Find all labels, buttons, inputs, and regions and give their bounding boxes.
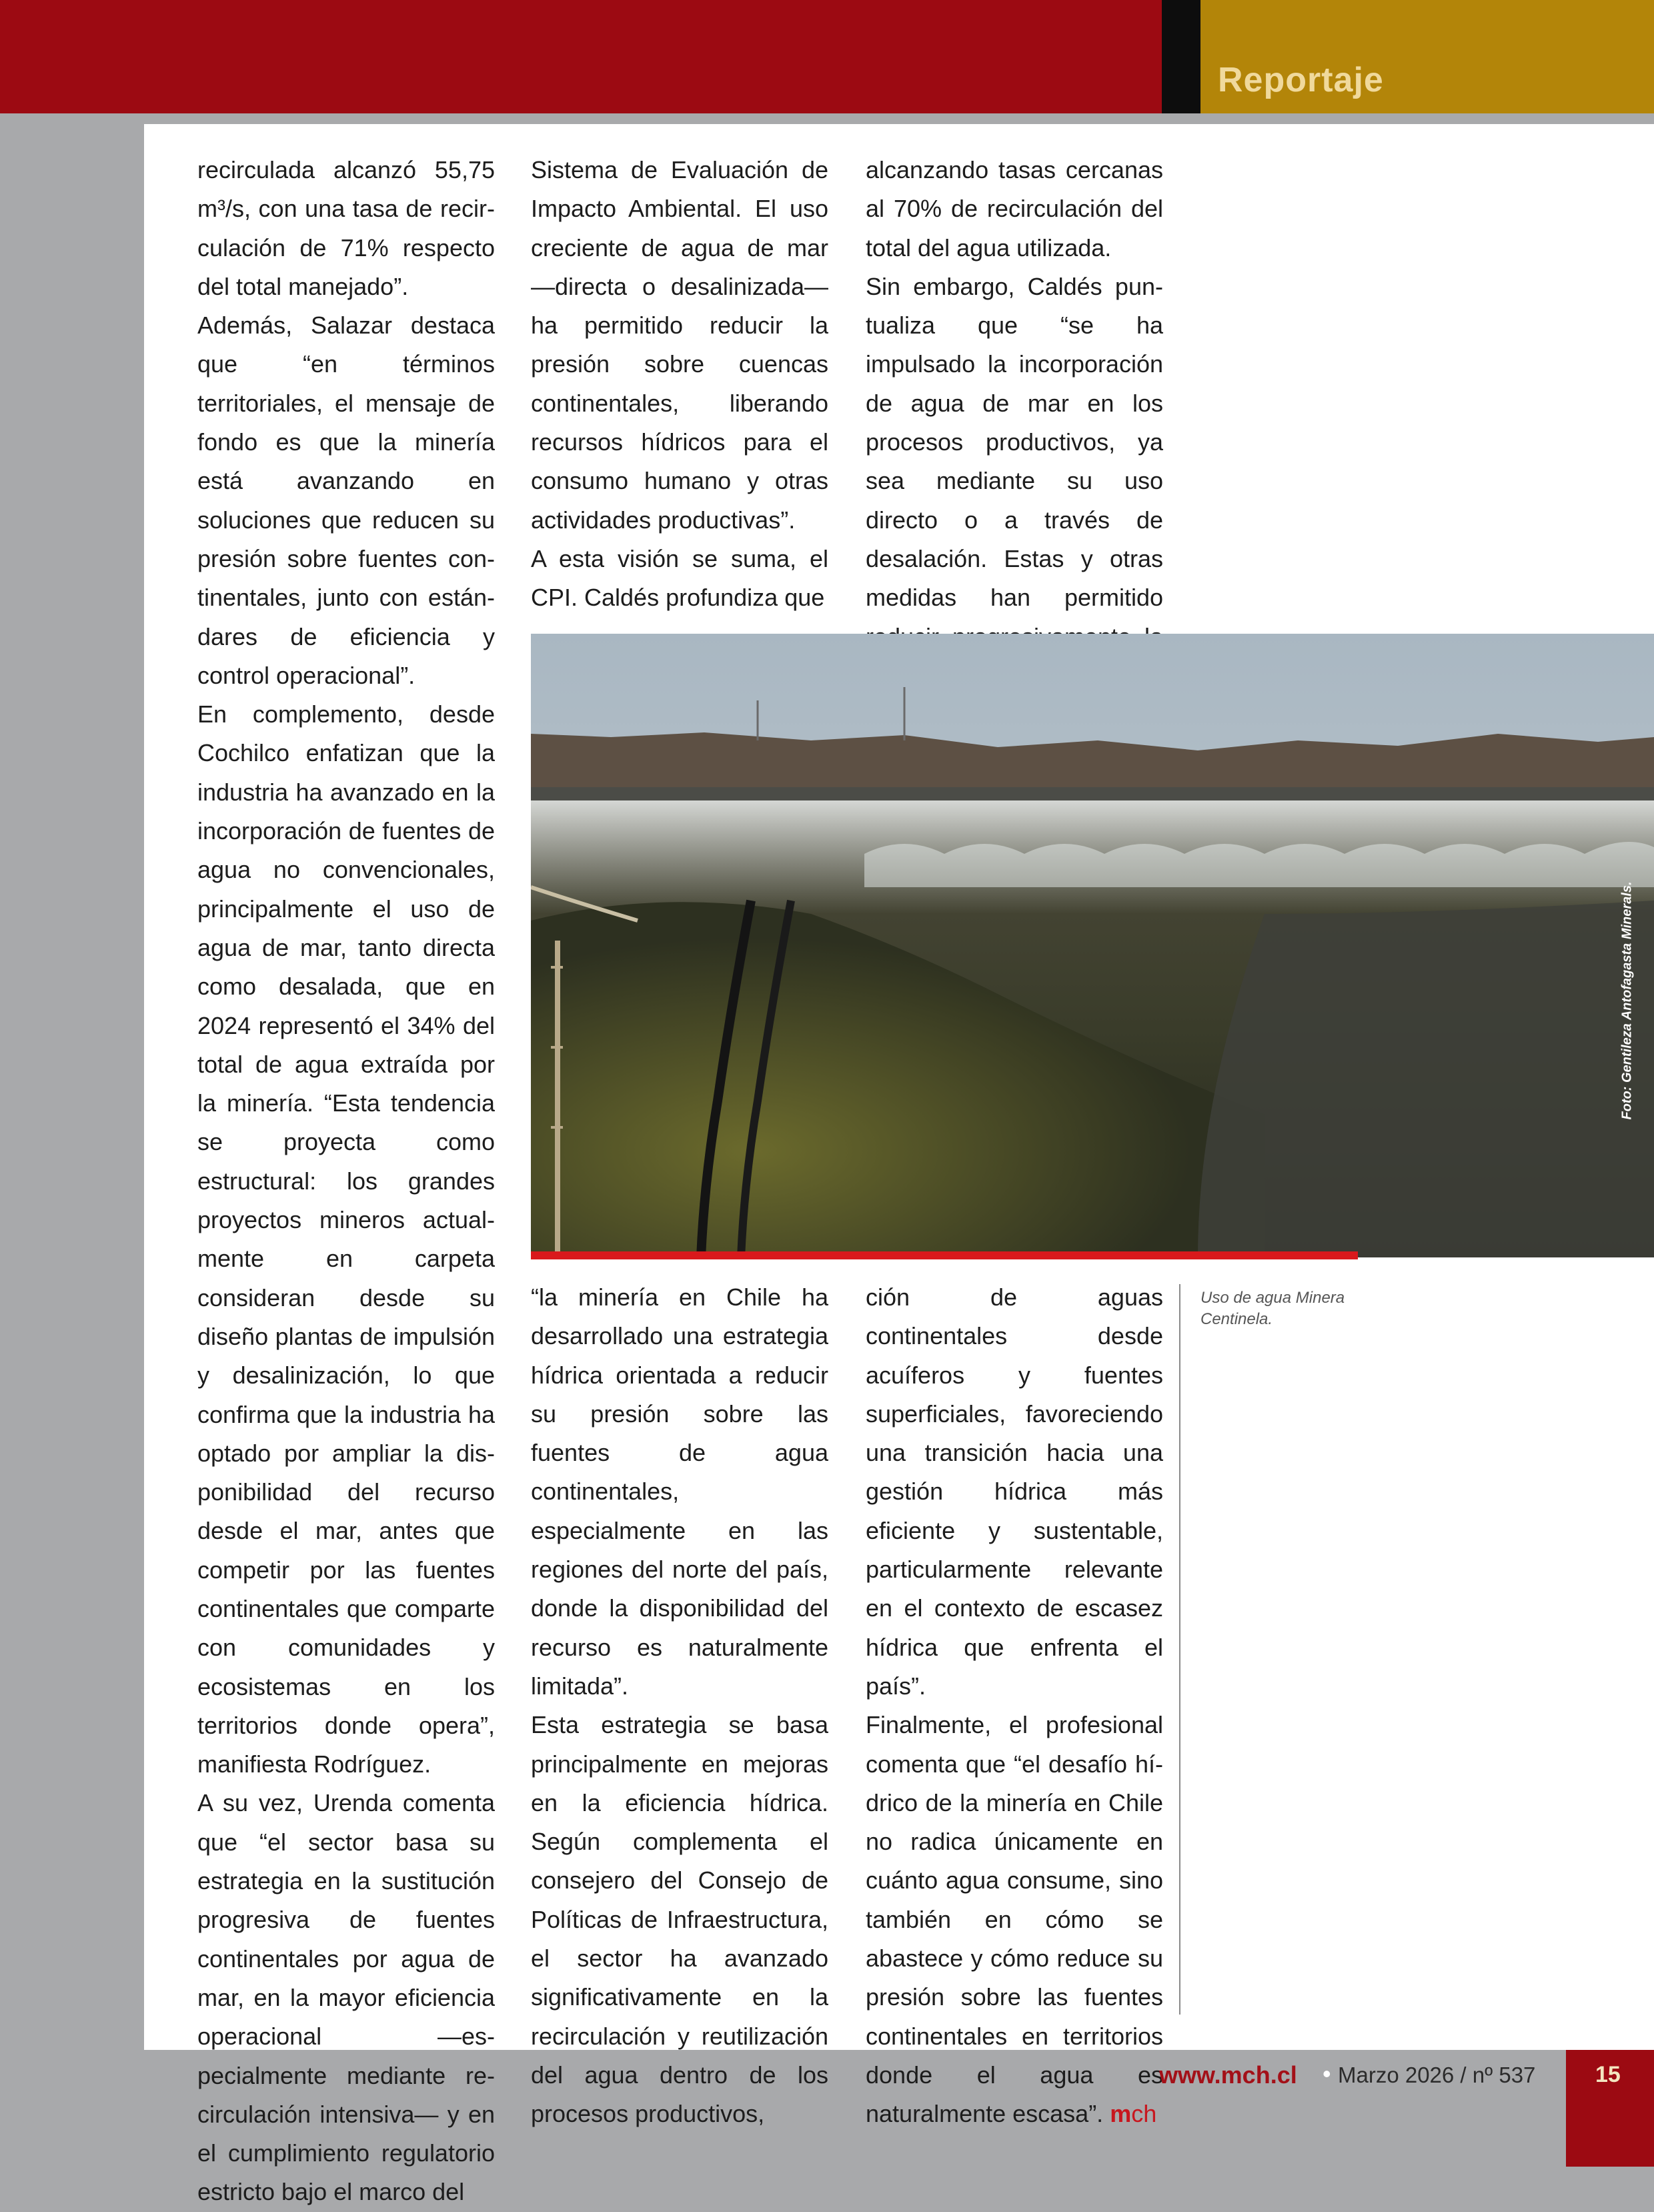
section-label: Reportaje <box>1218 61 1384 99</box>
mch-signature-logo <box>1110 2100 1156 2127</box>
text-column-3-top <box>866 151 1163 695</box>
page-number: 15 <box>1595 2062 1621 2087</box>
photo-caption: Uso de agua Minera Centinela. <box>1200 1289 1345 1328</box>
paragraph: A su vez, Urenda comenta que “el sector basa su estrategia en la sustitución progresiva de fuentes continentales por agua de mar, en la mayor eficiencia operacional —especialmente mediante recirculación intensiva— y en el cumplimiento regulatorio estricto bajo el marco del <box>197 1789 495 2206</box>
paragraph: Esta estrategia se basa principalmente en mejoras en la eficiencia hídrica. Según complementa el consejero del Consejo de Políticas de Infraestructura, el sector ha avanzado significativamente en la recirculación y reutilización del agua dentro de los procesos productivos, <box>531 1711 828 2128</box>
footer-website-link[interactable]: www.mch.cl <box>1159 2061 1297 2089</box>
footer-separator: • <box>1323 2060 1331 2087</box>
header-black-band <box>1162 0 1200 113</box>
text-column-3-bottom <box>866 1278 1163 2134</box>
page-number-box <box>1566 2050 1654 2167</box>
paragraph: Sin embargo, Caldés puntualiza que “se ha impulsado la incorporación de agua de mar en los procesos productivos, ya sea mediante su uso directo o a través de desalación. Estas y otras medidas han permitido <box>866 272 1163 612</box>
paragraph: recirculada alcanzó 55,75 m³/s, con una tasa de recirculación de 71% respecto del total manejado”. <box>197 156 495 300</box>
paragraph: “la minería en Chile ha desarrollado una estrategia hídrica orientada a reducir su presión sobre las fuentes de agua continentales, especialmente en las regiones del norte del país, donde la disponibilidad del recurso es naturalmente limitada”. <box>531 1283 828 1700</box>
paragraph: A esta visión se suma, el CPI. Caldés profundiza que <box>531 544 828 612</box>
signature-ch: ch <box>1131 2100 1157 2128</box>
photo-accent-bar <box>531 1251 1358 1259</box>
text-column-2-top <box>531 151 828 618</box>
text-column-1 <box>197 151 495 2212</box>
paragraph: En complemento, desde Cochilco enfatizan que la industria ha avanzado en la incorporación de fuentes de agua no convencionales, principalmente el uso de agua de mar, tanto directa como desalada, que en 2024 representó el 34% del total de agua extraída por la minería. “Esta tendencia se proyecta como estructural: los grandes proyectos mineros actualmente en carpeta consideran desde su diseño plantas de impulsión y desalinización, lo que confirma que la industria ha optado por ampliar la disponibilidad del recurso desde el mar, antes que competir por las fuentes continentales que comparte con comunidades y ecosistemas en los territorios donde opera”, manifiesta Rodríguez. <box>197 700 495 1778</box>
text-column-2-bottom <box>531 1278 828 2134</box>
paragraph-text: Finalmente, el profesional comenta que “el desafío hídrico de la minería en Chile no radica únicamente en cuánto agua consume, sino también en cómo se abastece y cómo reduce su presión sobre las fuentes continentales en territorios donde el agua es naturalmente escasa”. <box>866 1711 1163 2128</box>
photo-credit: Foto: Gentileza Antofagasta Minerals. <box>1619 881 1635 1120</box>
signature-m: m <box>1110 2100 1132 2128</box>
header-red-band <box>0 0 1162 113</box>
article-photo <box>531 634 1654 1257</box>
paragraph <box>866 1706 1163 2133</box>
paragraph: Sistema de Evaluación de Impacto Ambiental. El uso creciente de agua de mar —directa o desalinizada— ha permitido reducir la presión sobre cuencas continentales, liberando recursos hídricos para el consumo humano y otras actividades productivas”. <box>531 156 828 534</box>
caption-divider <box>1179 1284 1180 2015</box>
paragraph: alcanzando tasas cercanas al 70% de recirculación del total del agua utilizada. <box>866 156 1163 261</box>
paragraph: ción de aguas continentales desde acuíferos y fuentes superficiales, favoreciendo una transición hacia una gestión hídrica más eficiente y sustentable, particularmente relevante en el contexto de escasez hídrica que enfrenta el país”. <box>866 1283 1163 1700</box>
footer-issue: Marzo 2026 / nº 537 <box>1338 2063 1536 2087</box>
paragraph: Además, Salazar destaca que “en términos territoriales, el mensaje de fondo es que la minería está avanzando en soluciones que reducen su presión sobre fuentes continentales, junto con estándares de eficiencia y control operacional”. <box>197 312 495 689</box>
